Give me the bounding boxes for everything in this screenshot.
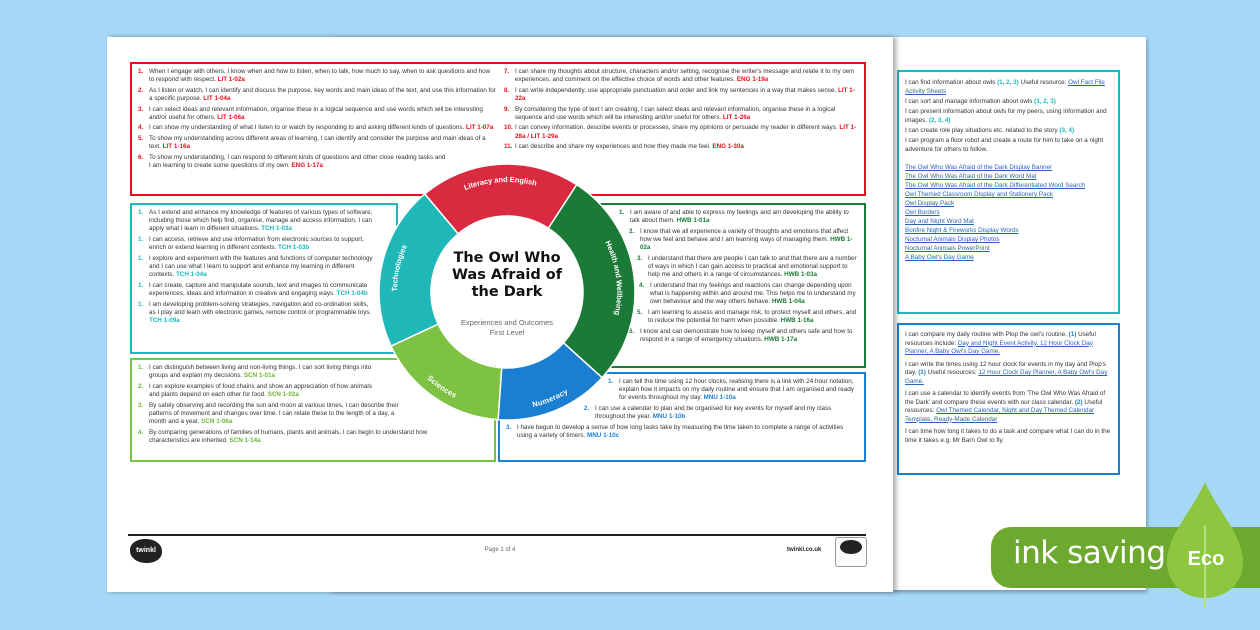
- outcome-code: SCN 1-14a: [229, 436, 261, 444]
- outcome-code: LIT 1-26a: [722, 113, 751, 121]
- outcome-code: TCH 1-03a: [261, 225, 293, 233]
- outcome-item: [504, 143, 860, 151]
- item-text: By safely observing and recording the sun and moon at various times, I can describe their patterns of movement and changes over time. I can relate these to the length of a day, a month and a year. SCN 1-06a: [149, 401, 399, 425]
- outcome-code: TCH 1-04b: [336, 290, 368, 297]
- item-number: 1.: [138, 364, 144, 371]
- item-number: 1.: [608, 378, 614, 385]
- activity-line: I can write the times using 12 hour clock for events in my day and Plop's day. (1) Useful resources: 12 Hour Clock Day Planner, A Baby Owl's Day Game.: [905, 360, 1108, 385]
- wheel-subtitle: Experiences and Outcomes: [460, 318, 554, 327]
- outcome-code: ENG 1-19a: [736, 76, 769, 84]
- resource-link[interactable]: Owl Themed Calendar, Night and Day Themed Calendar Template, Ready-Made Calendar: [905, 407, 1095, 423]
- outcome-item: [138, 135, 496, 151]
- outcome-item: [138, 209, 374, 234]
- outcome-item: [138, 68, 496, 84]
- outcome-code: HWB 1-01a: [676, 217, 710, 225]
- item-text: I can tell the time using 12 hour clocks, realising there is a link with 24 hour notation, explain how it impacts on my daily routine and ensure that I am organised and ready for events throughout my day. MNU 1-10a: [619, 378, 854, 402]
- outcome-code: TCH 1-03b: [278, 244, 310, 252]
- wheel-title: Was Afraid of: [451, 267, 563, 283]
- wheel-segment-label: Sciences: [425, 373, 459, 400]
- item-text: I explore and experiment with the features and functions of computer technology and I can use what I learn to support and enhance my learning in different contexts. TCH 1-04a: [149, 254, 373, 279]
- wheel-subtitle: First Level: [489, 328, 525, 337]
- outcome-item: [138, 236, 374, 252]
- item-number: 3.: [637, 254, 643, 262]
- item-text: I understand that my feelings and reactions can change depending upon what is happening within and around me. This helps me to understand my own behaviour and the way others behave. HWB 1-04a: [650, 281, 856, 306]
- item-text: I am learning to assess and manage risk, to protect myself and others, and to reduce the potential for harm when possible. HWB 1-16a: [648, 308, 857, 324]
- outcome-code: SCN 1-02a: [267, 391, 299, 398]
- resource-link[interactable]: 12 Hour Clock Day Planner, A Baby Owl's Day Game.: [905, 369, 1108, 385]
- outcome-code: ENG 1-17a: [291, 161, 323, 169]
- activity-line: I can sort and manage information about owls (1, 2, 3): [905, 98, 1056, 105]
- outcome-code: HWB 1-03a: [784, 271, 818, 279]
- outcome-code: HWB 1-17a: [764, 335, 798, 343]
- outcome-code: TCH 1-04a: [175, 271, 207, 279]
- page-number: Page 1 of 4: [484, 547, 516, 553]
- outcome-item: [138, 301, 374, 326]
- wheel-segment-label: Technologies: [389, 243, 409, 292]
- item-number: 6.: [138, 153, 144, 161]
- item-number: 1.: [619, 209, 625, 216]
- outcome-code: SCN 1-06a: [201, 418, 233, 425]
- outcome-item: [138, 282, 374, 298]
- outcome-item: [138, 124, 496, 132]
- item-number: 4.: [138, 124, 144, 132]
- eco-label: Eco: [1187, 548, 1225, 570]
- site-url: twinkl.co.uk: [787, 547, 822, 553]
- outcome-code: ENG 1-30a: [712, 143, 744, 151]
- resource-link[interactable]: A Baby Owl's Day Game: [905, 254, 974, 261]
- item-number: 10.: [504, 124, 513, 132]
- item-number: 4.: [639, 281, 645, 289]
- item-number: 2.: [584, 405, 590, 412]
- back-numeracy-box: [897, 323, 1120, 475]
- activity-line: I can compare my daily routine with Plop the owl's routine. (1) Useful resources include: Day and Night Event Activity, 12 Hour Clock Day Planner, A Baby Owl's Day Game.: [905, 331, 1096, 355]
- outcome-item: [504, 87, 860, 103]
- item-text: I can describe and share my experiences and how they made me feel. ENG 1-30a: [515, 143, 744, 151]
- item-number: 1.: [138, 300, 144, 308]
- outcome-item: [138, 255, 374, 280]
- eco-leaf-icon: [1165, 480, 1245, 610]
- item-number: 3.: [506, 423, 512, 431]
- item-text: I can explore examples of food chains and show an appreciation of how animals and plants depend on each other for food. SCN 1-02a: [149, 382, 372, 398]
- outcome-code: MNU 1-10c: [587, 432, 620, 439]
- item-text: I can access, retrieve and use information from electronic sources to support, enrich or extend learning in different contexts. TCH 1-03b: [149, 236, 364, 252]
- item-number: 6.: [629, 327, 635, 335]
- outcome-code: LIT 1-06a: [217, 113, 245, 121]
- item-number: 1.: [138, 68, 144, 75]
- outcome-code: MNU 1-10a: [703, 394, 736, 402]
- item-text: I can share my thoughts about structure, characters and/or setting, recognise the writer's message and relate it to my own experiences, and comment on the effective choice of words and other features. ENG 1-19a: [515, 68, 854, 84]
- outcome-item: [504, 106, 860, 122]
- outcome-code: LIT 1-02a: [217, 76, 245, 84]
- item-text: To show my understanding across different areas of learning, I can identify and consider the purpose and main ideas of a text. LIT 1-16a: [149, 134, 486, 151]
- front-page: [107, 37, 893, 592]
- item-text: I can show my understanding of what I listen to or watch by responding to and asking different kinds of questions. LIT 1-07a: [149, 124, 494, 132]
- wheel-segment-label: Numeracy: [531, 386, 570, 410]
- item-text: I can convey information, describe events or processes, share my opinions or persuade my reader in different ways. LIT 1-28a / LIT 1-29a: [515, 124, 857, 140]
- item-number: 2.: [138, 86, 144, 94]
- outcome-code: HWB 1-04a: [771, 298, 805, 306]
- item-text: To show my understanding, I can respond to different kinds of questions and other close reading tasks and I am learning to create some questions of my own. ENG 1-17a: [149, 153, 446, 169]
- resource-link[interactable]: Nocturnal Animals PowerPoint: [905, 245, 990, 252]
- activity-line: I can create role play situations etc. related to the story (3, 4): [905, 127, 1075, 134]
- item-text: As I extend and enhance my knowledge of features of various types of software, including those which help find, organise, manage and access information, I can apply what I learn in different situations. TCH 1-03a: [149, 209, 373, 233]
- wheel-title: The Owl Who: [453, 250, 561, 266]
- item-number: 5.: [637, 308, 643, 316]
- outcome-code: SCN 1-01a: [243, 372, 276, 380]
- item-number: 1.: [138, 254, 144, 262]
- resource-link[interactable]: Day and Night Event Activity, 12 Hour Clock Day Planner, A Baby Owl's Day Game.: [905, 339, 1093, 355]
- item-text: I can create, capture and manipulate sounds, text and images to communicate experiences, ideas and information in creative and engaging ways. TCH 1-04b: [149, 281, 368, 297]
- item-number: 1.: [138, 281, 144, 289]
- resource-link[interactable]: Day and Night Word Mat: [905, 218, 974, 225]
- outcome-code: LIT 1-07a: [466, 124, 494, 132]
- footer-divider: [128, 534, 866, 536]
- item-text: I can use a calendar to plan and be organised for key events for myself and my class throughout the year. MNU 1-10b: [595, 405, 832, 421]
- outcome-code: LIT 1-04a: [203, 95, 231, 102]
- item-number: 9.: [504, 105, 510, 113]
- outcome-item: [138, 106, 496, 122]
- item-number: 8.: [504, 86, 510, 94]
- outcome-code: LIT 1-22a: [515, 86, 855, 102]
- item-text: I know that we all experience a variety of thoughts and emotions that affect how we feel and behave and I am learning ways of managing them. HWB 1-02a: [640, 227, 853, 252]
- item-text: I know and can demonstrate how to keep myself and others safe and how to respond in a range of emergency situations. HWB 1-17a: [640, 327, 853, 343]
- activity-line: I can find information about owls (1, 2, 3) Useful resource: Owl Fact File Activity Sheets: [905, 79, 1105, 95]
- item-text: I can distinguish between living and non-living things. I can sort living things into groups and explain my decisions. SCN 1-01a: [149, 364, 372, 380]
- technologies-box: [130, 203, 398, 354]
- quality-badge-icon: [835, 537, 867, 567]
- activity-line: I can program a floor robot and create a route for him to take on a night adventure for others to follow.: [905, 137, 1104, 153]
- outcome-item: [138, 87, 496, 103]
- item-number: 7.: [504, 68, 510, 75]
- item-number: 1.: [138, 236, 144, 243]
- item-number: 2.: [138, 382, 144, 390]
- item-text: As I listen or watch, I can identify and discuss the purpose, key words and main ideas of the text, and use this information for a specific purpose. LIT 1-04a: [149, 86, 496, 102]
- item-number: 3.: [138, 401, 144, 409]
- resource-link[interactable]: Bonfire Night & Fireworks Display Words: [905, 227, 1019, 234]
- item-text: I can select ideas and relevant information, organise these in a logical sequence and use words which will be interesting and/or useful for others. LIT 1-06a: [149, 105, 483, 121]
- twinkl-logo: twinkl: [130, 539, 162, 563]
- outcome-code: TCH 1-09a: [149, 317, 180, 324]
- item-number: 11.: [504, 143, 513, 151]
- outcome-item: [504, 124, 860, 140]
- item-text: I understand that there are people I can talk to and that there are a number of ways in which I can gain access to practical and emotional support to help me and others in a range of circumstances. HWB 1-03a: [648, 254, 857, 279]
- resource-link[interactable]: The Owl Who Was Afraid of the Dark Display Banner: [905, 164, 1053, 171]
- wheel-title: the Dark: [471, 284, 543, 300]
- resource-link[interactable]: The Owl Who Was Afraid of the Dark Word Mat: [905, 173, 1037, 180]
- item-number: 1.: [138, 209, 144, 216]
- resource-link[interactable]: Owl Borders: [905, 209, 940, 216]
- ink-saving-label: ink saving: [1013, 535, 1166, 571]
- outcome-code: MNU 1-10b: [652, 413, 686, 421]
- resource-link[interactable]: Owl Fact File Activity Sheets: [905, 79, 1105, 95]
- item-text: I am developing problem-solving strategies, navigation and co-ordination skills, as I play and learn with electronic games, remote control or programmable toys. TCH 1-09a: [149, 300, 372, 324]
- item-text: By considering the type of text I am creating, I can select ideas and relevant information, organise these in a logical sequence and use words which will be interesting and/or useful for others. LIT 1-26a: [515, 105, 836, 121]
- resource-link[interactable]: Owl Display Pack: [905, 200, 954, 207]
- item-number: 2.: [629, 227, 635, 235]
- wheel-segment-label: Health and Wellbeing: [603, 239, 625, 317]
- resource-link[interactable]: The Owl Who Was Afraid of the Dark Differentiated Word Search: [905, 182, 1086, 189]
- outcome-code: LIT 1-28a / LIT 1-29a: [515, 124, 857, 140]
- outcome-code: LIT 1-16a: [162, 143, 190, 151]
- item-text: I am aware of and able to express my feelings and am developing the ability to talk about them. HWB 1-01a: [630, 209, 849, 225]
- item-number: 3.: [138, 105, 144, 113]
- activity-line: I can present information about owls for my peers, using information and images. (2, 3, 4): [905, 108, 1107, 124]
- item-text: I have begun to develop a sense of how long tasks take by measuring the time taken to complete a range of activities using a variety of timers. MNU 1-10c: [517, 423, 844, 439]
- wheel-segment-label: Literacy and English: [462, 174, 538, 193]
- outcome-code: HWB 1-16a: [780, 317, 814, 324]
- item-number: 5.: [138, 134, 144, 142]
- item-number: 4.: [138, 428, 144, 436]
- item-text: By comparing generations of families of humans, plants and animals, I can begin to understand how characteristics are inherited. SCN 1-14a: [149, 428, 428, 444]
- outcome-item: [504, 68, 860, 84]
- resource-link[interactable]: Nocturnal Animals Display Photos: [905, 236, 1000, 243]
- outcome-code: HWB 1-02a: [640, 236, 853, 252]
- resource-link[interactable]: Owl Themed Classroom Display and Stationery Pack: [905, 191, 1053, 198]
- outcome-item: [138, 429, 488, 445]
- item-text: I can write independently, use appropriate punctuation and order and link my sentences in a way that makes sense. LIT 1-22a: [515, 86, 855, 102]
- activity-line: I can use a calendar to identify events from 'The Owl Who Was Afraid of the Dark' and compare these events with our class calendar. (2) Useful resources: Owl Themed Calendar, Night and Day Themed Calendar Template, Ready-Made Calendar: [905, 390, 1106, 423]
- curriculum-wheel: [372, 157, 642, 427]
- back-technologies-box: [897, 70, 1120, 314]
- activity-line: I can time how long it takes to do a task and compare what I can do in the time it takes e.g. Mr Barn Owl to fly.: [905, 428, 1111, 444]
- item-text: When I engage with others, I know when and how to listen, when to talk, how much to say, when to ask questions and how to respond with respect. LIT 1-02a: [149, 68, 491, 84]
